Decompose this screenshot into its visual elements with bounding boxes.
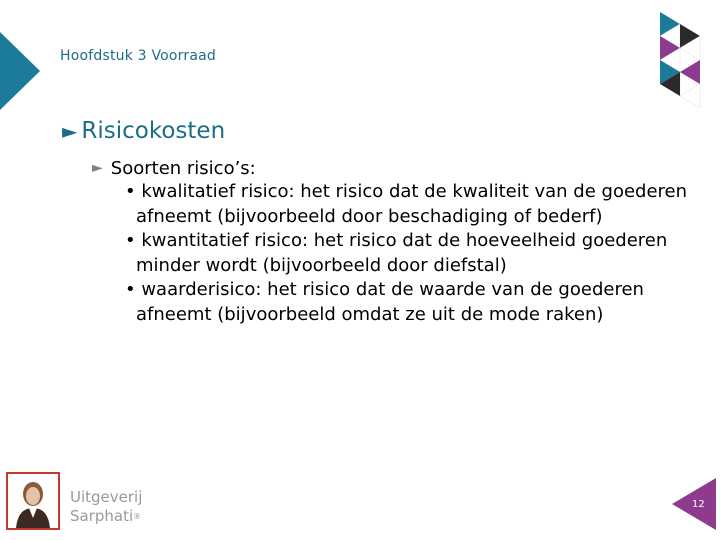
logo-line-1: Uitgeverij (70, 488, 143, 506)
bullet-item: • kwantitatief risico: het risico dat de hoeveelheid goederen minder wordt (bijvoorbeeld door diefstal) (125, 230, 668, 276)
bullet-item: • waarderisico: het risico dat de waarde van de goederen afneemt (bijvoorbeeld omdat ze uit de mode raken) (125, 279, 644, 325)
arrow-bullet-icon: ► (92, 160, 103, 176)
subheading (92, 158, 256, 179)
registered-mark: ® (133, 512, 142, 521)
subheading-text: Soorten risico’s: (110, 158, 256, 179)
corner-triangle-decoration (0, 32, 40, 110)
triangle-pattern-decoration (660, 12, 710, 108)
heading-text: Risicokosten (81, 118, 226, 144)
logo-line-2: Sarphati (70, 507, 134, 525)
publisher-logo-text (70, 488, 142, 526)
publisher-logo-image (6, 472, 60, 530)
chapter-title: Hoofdstuk 3 Voorraad (60, 48, 216, 64)
bullet-item: • kwalitatief risico: het risico dat de kwaliteit van de goederen afneemt (bijvoorbeeld door beschadiging of bederf) (125, 181, 688, 227)
bullet-list (118, 180, 708, 327)
slide-heading (62, 118, 225, 144)
page-number: 12 (692, 499, 705, 510)
portrait-icon (8, 474, 58, 528)
arrow-bullet-icon: ► (62, 119, 78, 143)
